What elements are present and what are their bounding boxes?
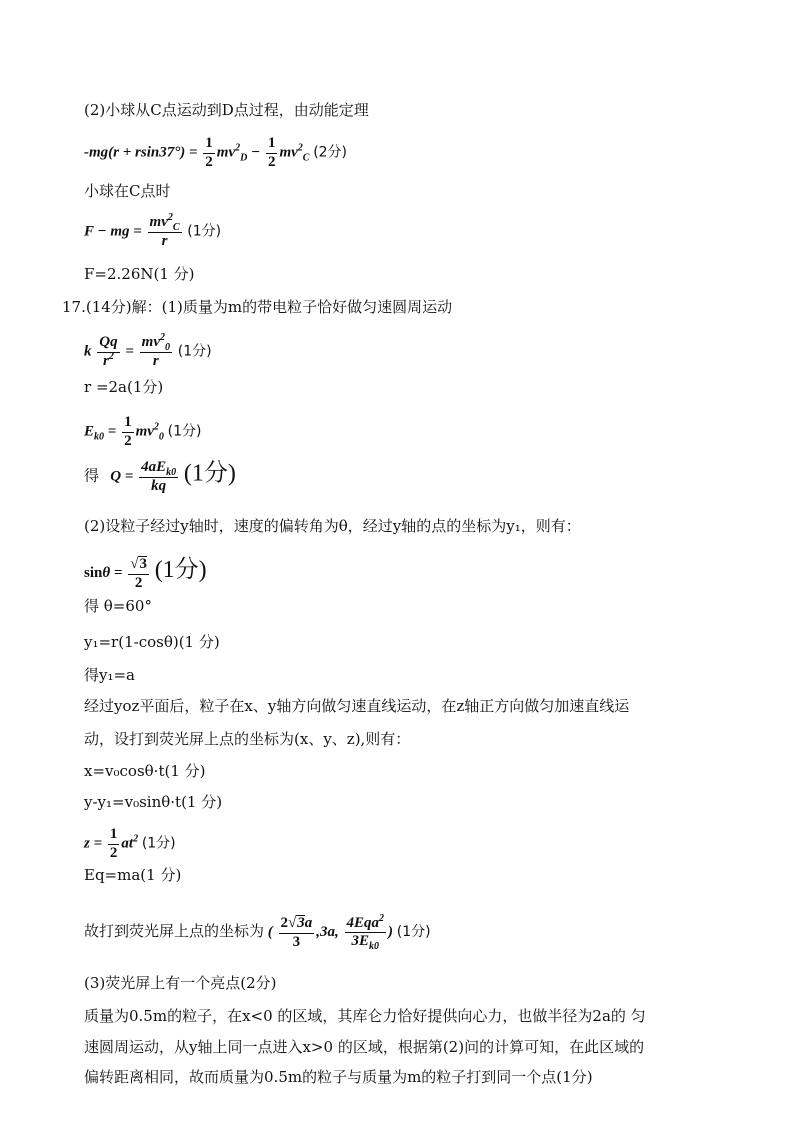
z-equation: z = $\frac{1}{2}$ $at^2$ (1分) [84,826,176,861]
theta-result: 得 θ=60° [84,597,152,615]
coordinate-intro: 故打到荧光屏上点的坐标为 [84,922,265,941]
centripetal-force-equation: F − mg = $\frac{mv^2_C}{r}$ (1分) [84,212,222,249]
part3-text-2: 速圆周运动，从y轴上同一点进入x>0 的区域，根据第(2)问的计算可知，在此区域的 [84,1038,645,1056]
q-score: (1分) [183,460,236,487]
radius-result: r =2a(1分) [84,378,164,396]
energy-theorem-equation: -mg(r + rsin37°) = $\frac{1}{2}$ $mv^2_D$ − $\frac{1}{2}$ $mv^2_C$ (2分) [84,135,348,170]
eq-ma: Eq=ma(1 分) [84,866,182,884]
ek-score: (1分) [167,423,202,440]
sin-score: (1分) [154,557,207,584]
ball-at-c: 小球在C点时 [84,182,171,200]
motion-text-2: 动，设打到荧光屏上点的坐标为(x、y、z),则有： [84,730,411,748]
x-equation: x=v₀cosθ·t(1 分) [84,762,206,780]
part2-intro: (2)小球从C点运动到D点过程，由动能定理 [84,101,369,119]
y-equation: y-y₁=v₀sinθ·t(1 分) [84,793,223,811]
part3-header: (3)荧光屏上有一个亮点(2分) [84,974,277,992]
part2-setup: (2)设粒子经过y轴时，速度的偏转角为θ，经过y轴的点的坐标为y₁，则有： [84,517,581,535]
charge-equation: 得 Q = $\frac{4aE_{k0}}{kq}$ (1分) [84,459,236,494]
coordinate-result: 故打到荧光屏上点的坐标为 ( $\frac{2√3a}{3}$ ,3a, $\frac{4Eqa^2}{3E_{k0}}$ ) (1分) [84,912,431,953]
coulomb-score: (1分) [177,343,212,360]
coordinate-score: (1分) [396,924,431,941]
part3-text-3: 偏转距离相同，故而质量为0.5m的粒子与质量为m的粒子打到同一个点(1分) [84,1068,593,1086]
sine-equation: sinθ = $\frac{√3}{2}$ (1分) [84,556,207,591]
motion-text-1: 经过yoz平面后，粒子在x、y轴方向做匀速直线运动，在z轴正方向做匀加速直线运 [84,697,630,715]
energy-score: (2分) [313,144,348,161]
z-score: (1分) [141,835,176,852]
coulomb-equation: k $\frac{Qq}{r^2}$ = $\frac{mv^2_0}{r}$ (1分) [84,332,212,369]
force-result: F=2.26N(1 分) [84,265,195,283]
y1-equation: y₁=r(1-cosθ)(1 分) [84,633,220,651]
question-17-header: 17.(14分)解：(1)质量为m的带电粒子恰好做匀速圆周运动 [62,298,453,316]
y1-result: 得y₁=a [84,666,135,684]
energy-lhs: -mg(r + rsin37°) = [84,144,198,161]
part3-text-1: 质量为0.5m的粒子，在x<0 的区域，其库仑力恰好提供向心力，也做半径为2a的 匀 [84,1007,646,1025]
get-label: 得 [84,466,100,485]
force-score: (1分) [187,223,222,240]
kinetic-energy-equation: $E_{k0}$ = $\frac{1}{2}$ $mv^2_0$ (1分) [84,414,202,449]
